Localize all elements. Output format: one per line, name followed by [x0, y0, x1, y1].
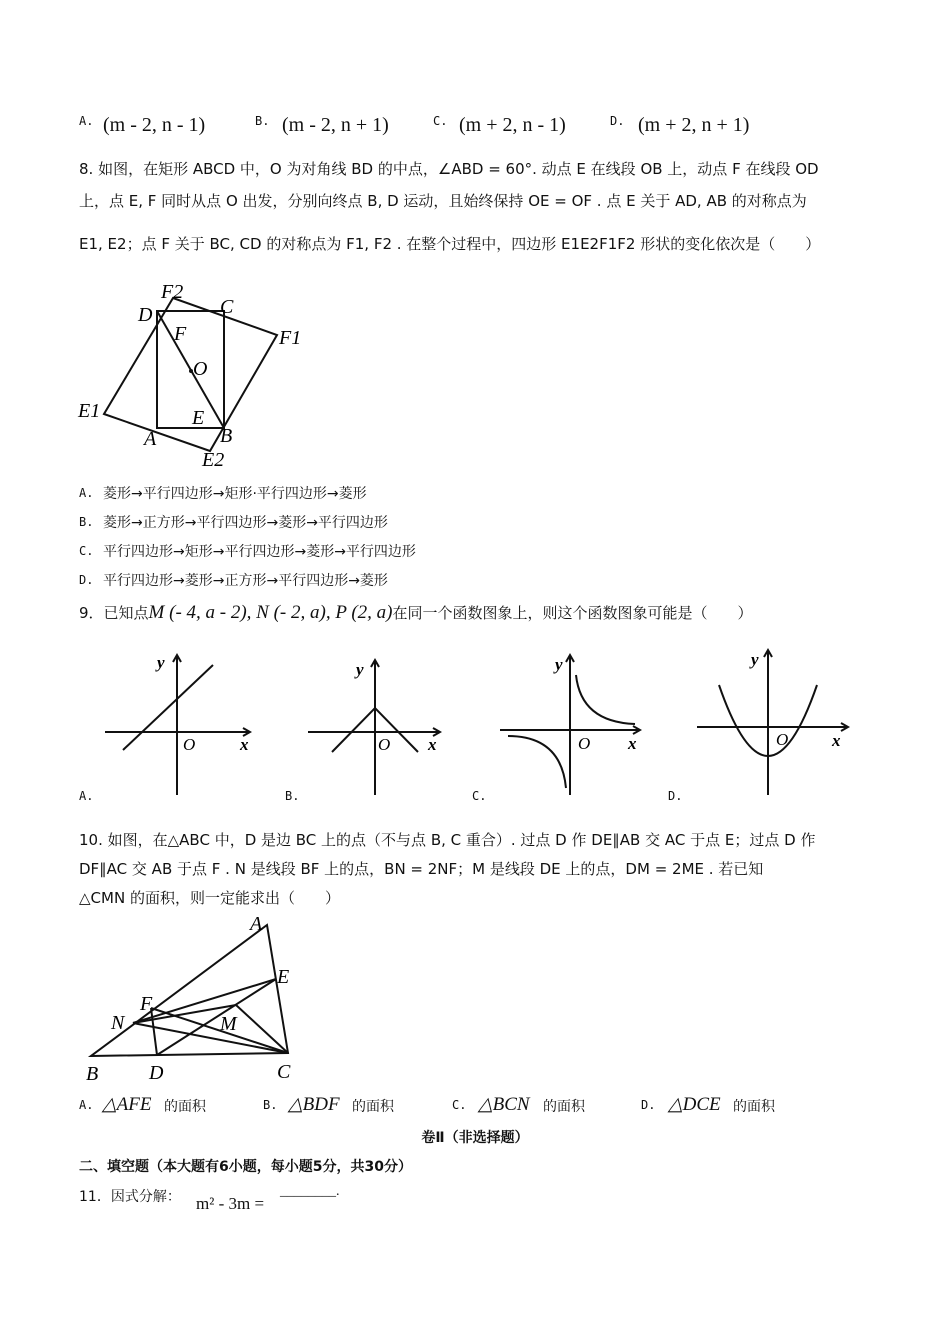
q8-option-d-label: D.	[79, 573, 94, 587]
q10-stem-line3: △CMN 的面积，则一定能求出（ ）	[79, 889, 340, 907]
q8-stem-line3: E1, E2；点 F 关于 BC, CD 的对称点为 F1, F2 . 在整个过程中，四边形 E1E2F1F2 形状的变化依次是（ ）	[79, 235, 821, 253]
q10-stem-line2: DF∥AC 交 AB 于点 F . N 是线段 BF 上的点，BN = 2NF；M 是线段 DE 上的点，DM = 2ME . 若已知	[79, 860, 764, 878]
label-c: C	[220, 296, 234, 318]
q9-graph-b	[300, 650, 445, 800]
q7-option-a-value: (m - 2, n - 1)	[103, 114, 206, 136]
q10-option-a-text: 的面积	[164, 1099, 206, 1115]
q10-figure	[74, 910, 314, 1090]
q10-option-b-label: B.	[263, 1098, 278, 1112]
q10-option-d-math: △DCE	[668, 1094, 721, 1115]
label-f2: F2	[161, 281, 184, 303]
volume-title: 卷Ⅱ（非选择题）	[421, 1130, 529, 1146]
origin-label: O	[578, 734, 591, 753]
label-n: N	[111, 1012, 125, 1034]
origin-label: O	[183, 735, 196, 754]
y-axis-label: y	[356, 660, 364, 679]
q9-suffix: 在同一个函数图象上，则这个函数图象可能是（ ）	[392, 604, 753, 622]
linear-function-line	[123, 665, 213, 750]
label-e1: E1	[78, 400, 101, 422]
q9-option-b-label: B.	[285, 789, 300, 803]
label-f: F	[174, 323, 187, 345]
label-e: E	[192, 407, 205, 429]
q9-option-a-label: A.	[79, 789, 94, 803]
label-m: M	[220, 1013, 237, 1035]
label-a: A	[144, 428, 157, 450]
label-c: C	[277, 1061, 291, 1083]
label-e2: E2	[202, 449, 225, 471]
y-axis-label: y	[157, 653, 165, 672]
label-e: E	[277, 966, 290, 988]
q10-option-c-math: △BCN	[478, 1094, 530, 1115]
q11-prefix: 11．因式分解：	[79, 1189, 181, 1205]
q8-stem-line1: 8. 如图，在矩形 ABCD 中，O 为对角线 BD 的中点，∠ABD = 60°. 动点 E 在线段 OB 上，动点 F 在线段 OD	[79, 160, 819, 178]
q8-option-c-label: C.	[79, 544, 94, 558]
q10-option-b-text: 的面积	[352, 1099, 394, 1115]
q10-option-c-label: C.	[452, 1098, 467, 1112]
q10-option-a-math: △AFE	[102, 1094, 152, 1115]
label-o: O	[193, 358, 208, 380]
section-heading: 二、填空题（本大题有6小题，每小题5分，共30分）	[79, 1159, 412, 1175]
q9-graph-a	[95, 650, 260, 800]
label-f1: F1	[279, 327, 302, 349]
q9-graph-d	[695, 645, 855, 800]
q8-option-a-label: A.	[79, 486, 94, 500]
q10-option-d-text: 的面积	[733, 1099, 775, 1115]
origin-label: O	[378, 735, 391, 754]
label-d: D	[149, 1062, 164, 1084]
q8-stem-line2: 上，点 E, F 同时从点 O 出发，分别向终点 B, D 运动，且始终保持 OE = OF . 点 E 关于 AD, AB 的对称点为	[79, 192, 807, 210]
q10-option-a-label: A.	[79, 1098, 94, 1112]
q10-stem-line1: 10. 如图，在△ABC 中，D 是边 BC 上的点（不与点 B, C 重合）. 过点 D 作 DE∥AB 交 AC 于点 E；过点 D 作	[79, 831, 816, 849]
q11-answer-blank[interactable]: ________.	[280, 1184, 340, 1199]
label-b: B	[220, 425, 233, 447]
q9-option-c-label: C.	[472, 789, 487, 803]
q8-option-d-text: 平行四边形→菱形→正方形→平行四边形→菱形	[103, 573, 388, 589]
q7-option-b-value: (m - 2, n + 1)	[282, 114, 389, 136]
q7-option-c-label: C.	[433, 114, 448, 128]
label-a: A	[250, 913, 263, 935]
x-axis-label: x	[628, 734, 637, 753]
segment-mc	[236, 1005, 288, 1053]
q9-graph-c	[495, 650, 645, 800]
q8-option-a-text: 菱形→平行四边形→矩形·平行四边形→菱形	[103, 486, 367, 502]
q8-option-b-text: 菱形→正方形→平行四边形→菱形→平行四边形	[103, 515, 388, 531]
q10-option-b-math: △BDF	[288, 1094, 340, 1115]
q10-option-d-label: D.	[641, 1098, 656, 1112]
q10-option-c-text: 的面积	[543, 1099, 585, 1115]
q9-stem	[79, 598, 753, 628]
label-f: F	[140, 993, 153, 1015]
x-axis-label: x	[428, 735, 437, 754]
y-axis-label: y	[751, 650, 759, 669]
hyperbola-branch-2	[508, 736, 566, 788]
y-axis-label: y	[555, 655, 563, 674]
q8-figure	[74, 276, 314, 476]
label-d: D	[138, 304, 153, 326]
origin-label: O	[776, 730, 789, 749]
q7-option-b-label: B.	[255, 114, 270, 128]
q7-option-c-value: (m + 2, n - 1)	[459, 114, 566, 136]
q7-option-d-label: D.	[610, 114, 625, 128]
label-b: B	[86, 1063, 99, 1085]
q9-prefix: 9．已知点	[79, 604, 149, 622]
q7-option-d-value: (m + 2, n + 1)	[638, 114, 750, 136]
q8-option-c-text: 平行四边形→矩形→平行四边形→菱形→平行四边形	[103, 544, 416, 560]
q9-points: M (- 4, a - 2), N (- 2, a), P (2, a)	[148, 602, 393, 623]
x-axis-label: x	[240, 735, 249, 754]
q8-option-b-label: B.	[79, 515, 94, 529]
q11-expression: m² - 3m =	[196, 1194, 265, 1213]
x-axis-label: x	[832, 731, 841, 750]
hyperbola-branch-1	[576, 675, 635, 724]
q7-option-a-label: A.	[79, 114, 94, 128]
q9-option-d-label: D.	[668, 789, 683, 803]
